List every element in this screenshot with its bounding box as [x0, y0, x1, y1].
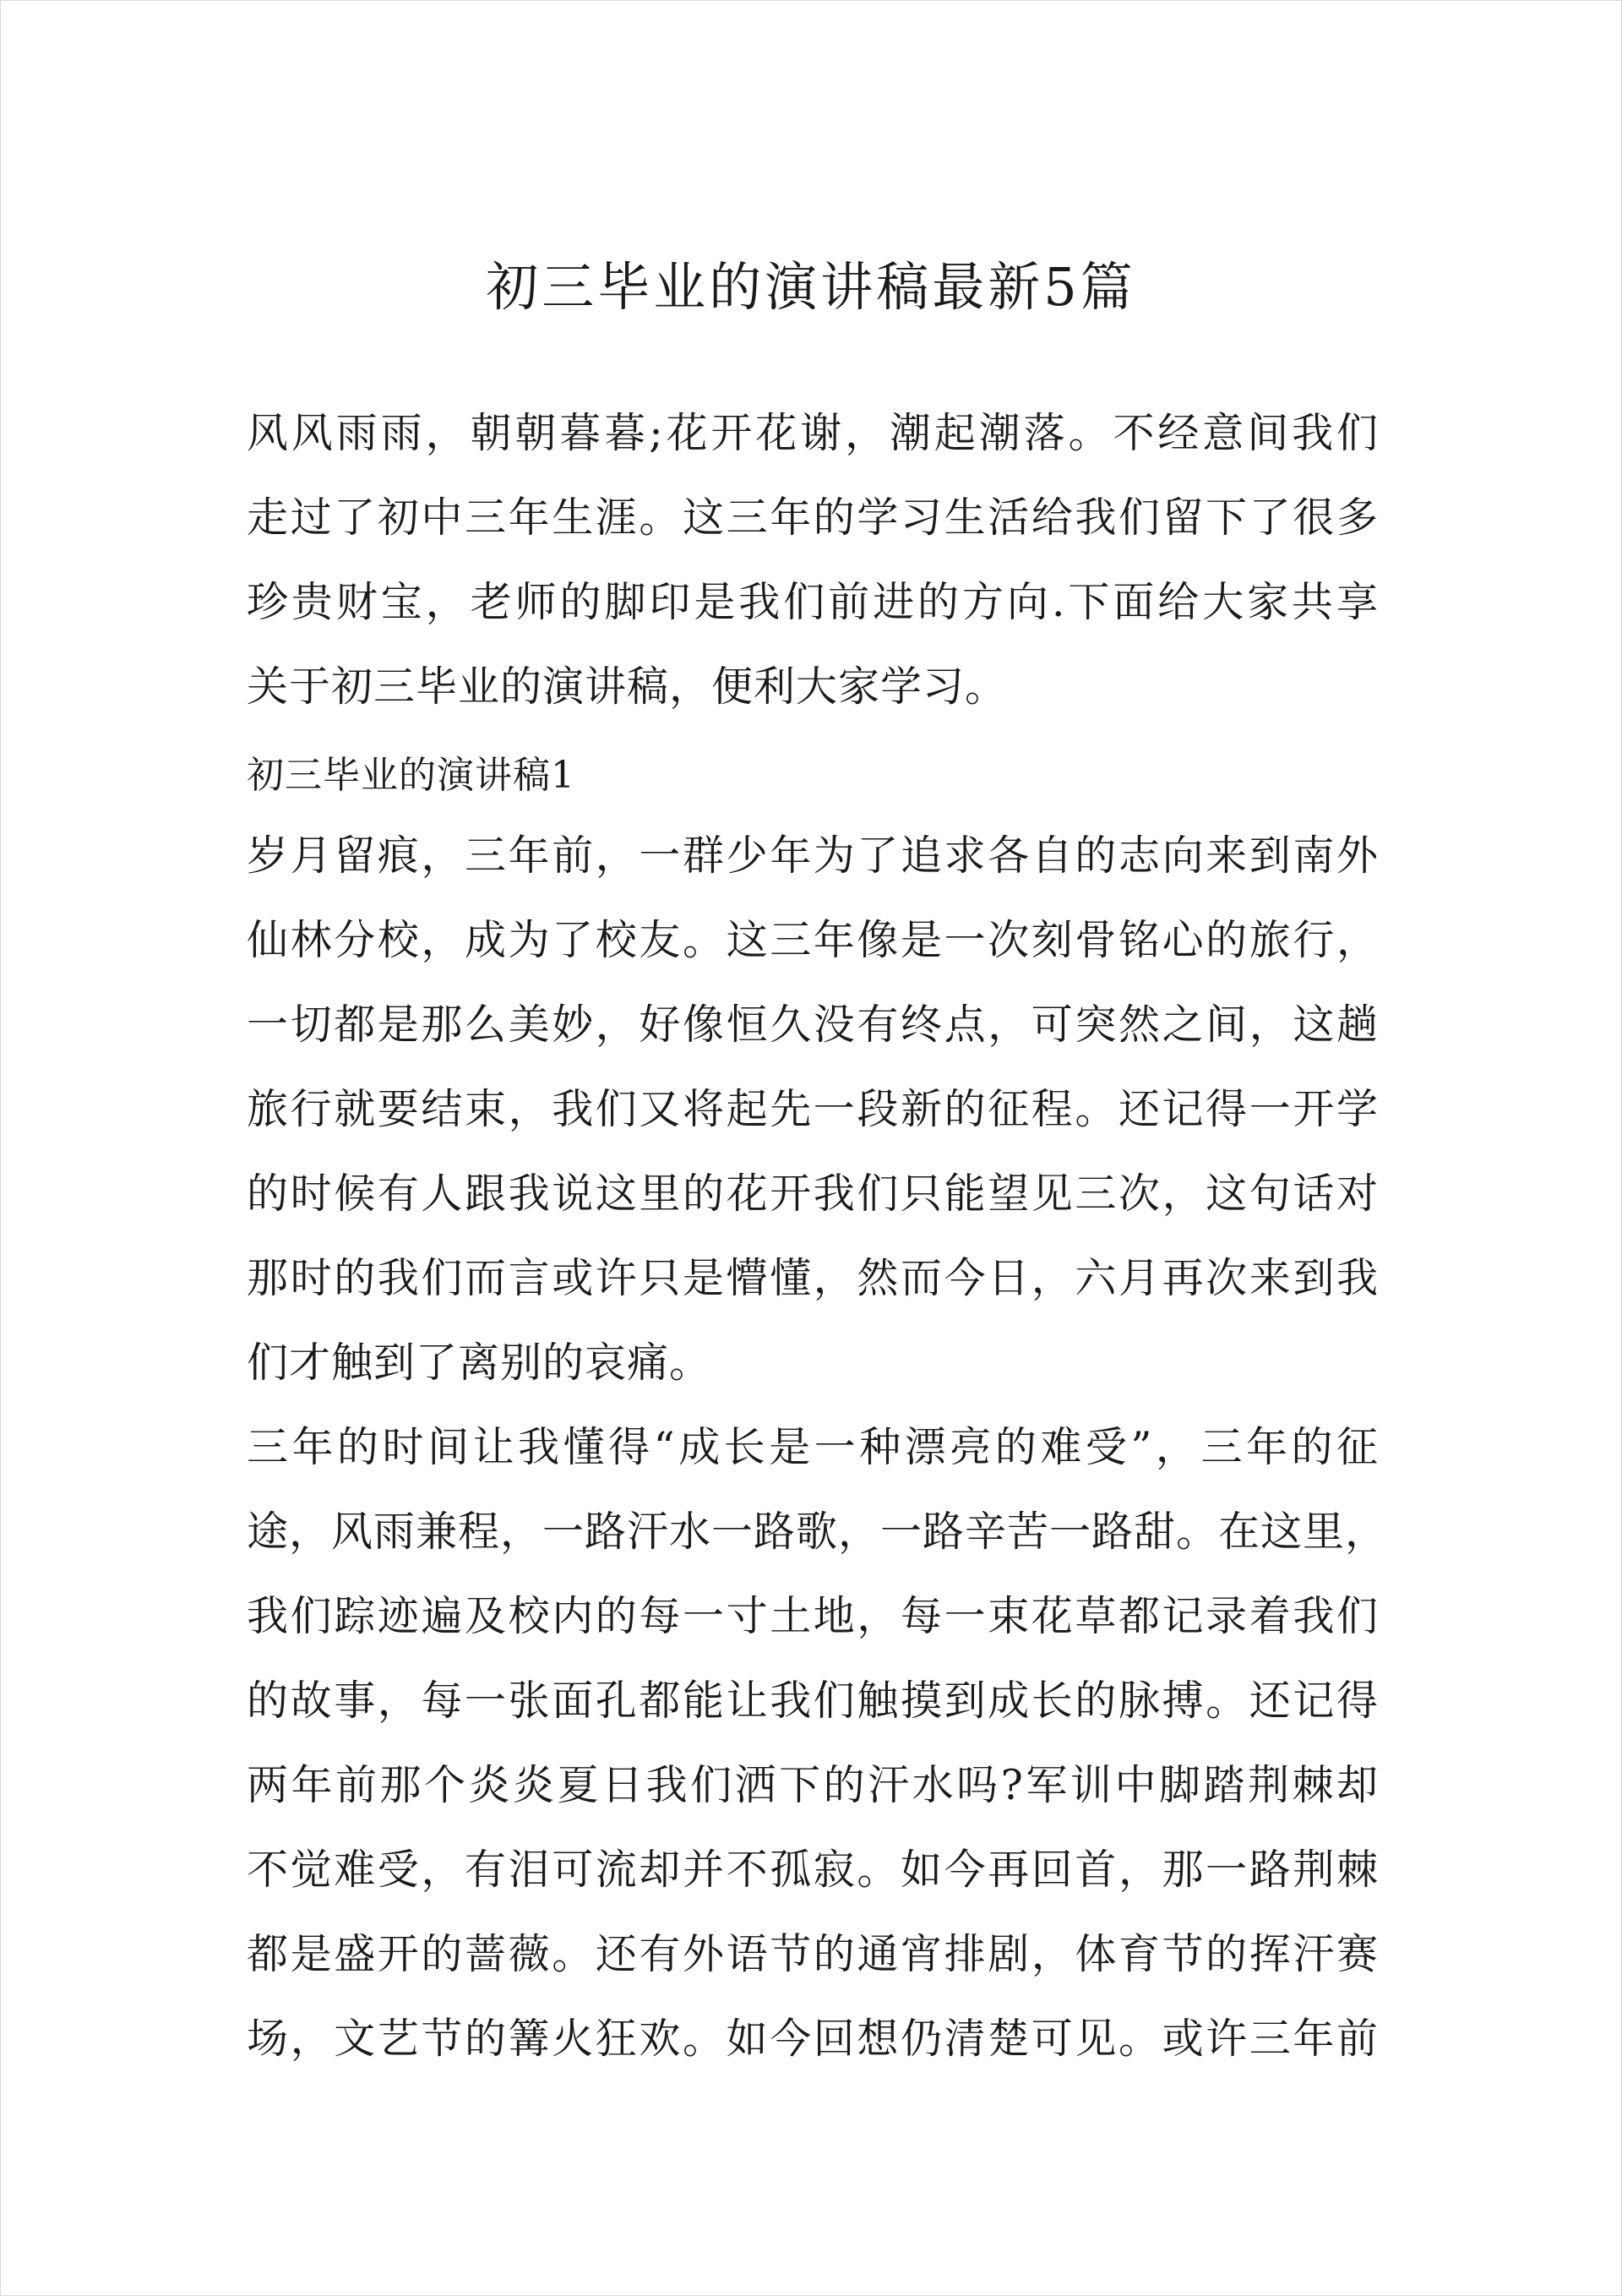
paragraph-line: 仙林分校，成为了校友。这三年像是一次刻骨铭心的旅行， — [247, 916, 1379, 964]
paragraph-line: 风风雨雨，朝朝暮暮;花开花谢，潮起潮落。不经意间我们 — [247, 409, 1379, 457]
paragraph-line: 走过了初中三年生涯。这三年的学习生活给我们留下了很多 — [247, 494, 1379, 542]
paragraph-line: 都是盛开的蔷薇。还有外语节的通宵排剧，体育节的挥汗赛 — [247, 1930, 1379, 1978]
paragraph-line: 的时候有人跟我说这里的花开我们只能望见三次，这句话对 — [247, 1170, 1379, 1218]
paragraph-line: 三年的时间让我懂得“成长是一种漂亮的难受”，三年的征 — [247, 1423, 1379, 1471]
paragraph-line: 旅行就要结束，我们又将起先一段新的征程。还记得一开学 — [247, 1085, 1379, 1133]
paragraph-line: 珍贵财宝，老师的脚印是我们前进的方向.下面给大家共享 — [247, 578, 1379, 626]
section-heading: 初三毕业的演讲稿1 — [247, 754, 575, 797]
paragraph-line: 关于初三毕业的演讲稿，便利大家学习。 — [247, 663, 1008, 711]
paragraph-line: 岁月留痕，三年前，一群少年为了追求各自的志向来到南外 — [247, 832, 1379, 880]
paragraph-line: 场，文艺节的篝火狂欢。如今回想仍清楚可见。或许三年前 — [247, 2015, 1379, 2063]
paragraph-line: 一切都是那么美妙，好像恒久没有终点，可突然之间，这趟 — [247, 1001, 1379, 1049]
paragraph-line: 那时的我们而言或许只是懵懂，然而今日，六月再次来到我 — [247, 1254, 1379, 1302]
paragraph-line: 们才触到了离别的哀痛。 — [247, 1339, 712, 1387]
document-title: 初三毕业的演讲稿最新5篇 — [486, 256, 1136, 318]
paragraph-line: 两年前那个炎炎夏日我们洒下的汗水吗?军训中脚踏荆棘却 — [247, 1761, 1379, 1809]
paragraph-line: 途，风雨兼程，一路汗水一路歌，一路辛苦一路甜。在这里， — [247, 1508, 1388, 1556]
paragraph-line: 的故事，每一张面孔都能让我们触摸到成长的脉搏。还记得 — [247, 1677, 1379, 1725]
paragraph-line: 不觉难受，有泪可流却并不孤寂。如今再回首，那一路荆棘 — [247, 1846, 1379, 1894]
paragraph-line: 我们踪迹遍及校内的每一寸土地，每一束花草都记录着我们 — [247, 1592, 1379, 1640]
